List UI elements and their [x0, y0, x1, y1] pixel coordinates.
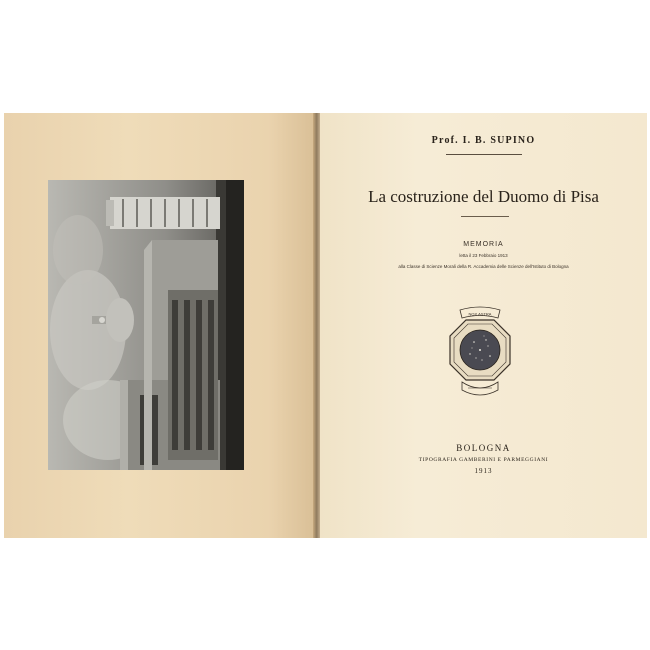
cathedral-photo-image [48, 180, 244, 470]
book-title: La costruzione del Duomo di Pisa [368, 187, 599, 206]
imprint-city: BOLOGNA [456, 443, 511, 453]
divider-rule [461, 216, 509, 217]
photo-plate-duomo-pisa [48, 180, 244, 470]
emblem-motto: NOX ASTRA [468, 311, 492, 317]
book-spread [4, 113, 647, 538]
author-name: Prof. I. B. SUPINO [431, 135, 536, 146]
publisher-emblem-icon [444, 302, 516, 402]
title-page [320, 113, 647, 538]
academy-line: alla Classe di Scienze Morali della R. Accademia delle Scienze dell'Istituto di Bologna [398, 264, 569, 269]
imprint-year: 1913 [474, 467, 493, 475]
genre-label: MEMORIA [463, 241, 504, 248]
divider-rule [446, 154, 522, 155]
reading-date: letta il 23 Febbraio 1913 [459, 253, 508, 258]
imprint-printer: TIPOGRAFIA GAMBERINI E PARMEGGIANI [418, 457, 549, 463]
left-page [4, 113, 315, 538]
